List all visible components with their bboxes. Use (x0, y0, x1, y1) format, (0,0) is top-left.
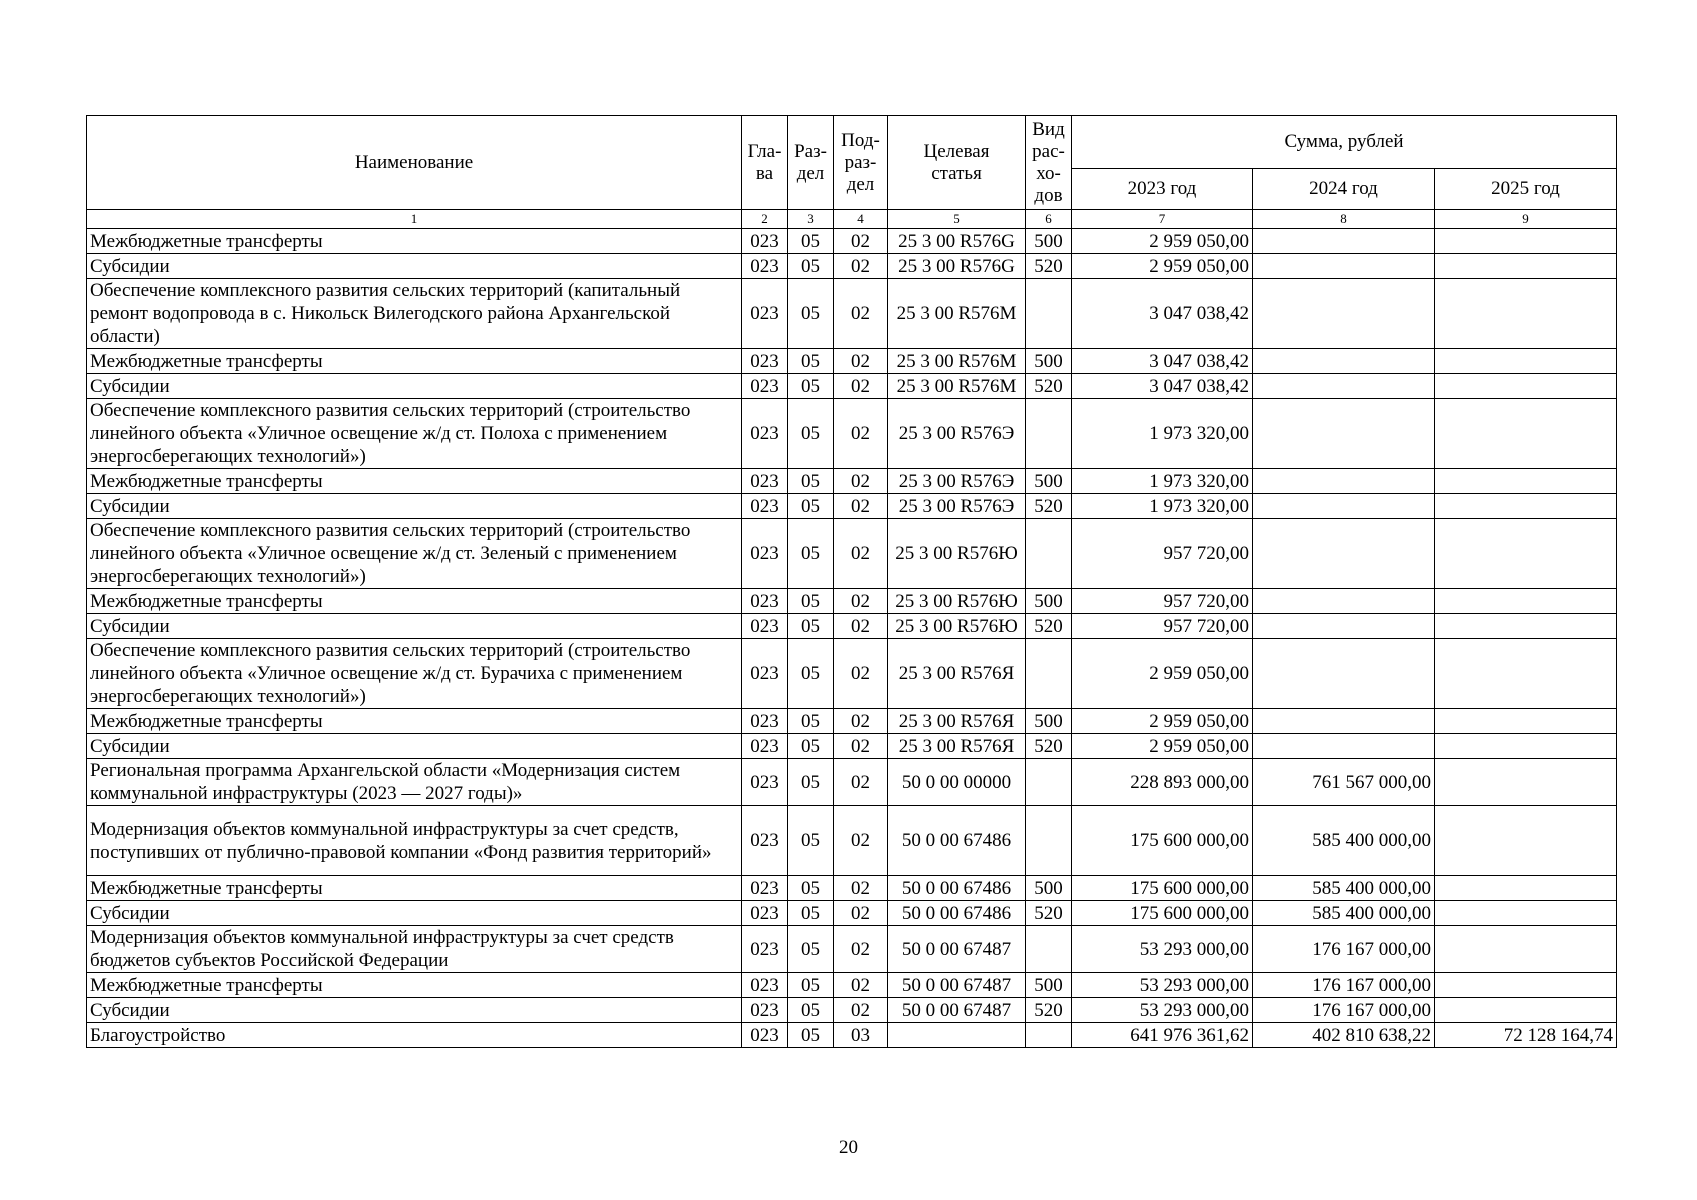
cell-vid-rashodov: 520 (1026, 998, 1072, 1023)
cell-sum-2023: 2 959 050,00 (1072, 229, 1253, 254)
cell-razdel: 05 (788, 998, 834, 1023)
cell-celevaya-statya: 50 0 00 67487 (888, 998, 1026, 1023)
cell-celevaya-statya: 25 3 00 R576Я (888, 709, 1026, 734)
cell-vid-rashodov: 500 (1026, 709, 1072, 734)
cell-name: Субсидии (87, 614, 742, 639)
cell-glava: 023 (742, 279, 788, 349)
budget-table-container (86, 115, 1616, 1048)
cell-sum-2025 (1435, 759, 1617, 806)
table-row (87, 926, 1617, 973)
cell-sum-2025 (1435, 806, 1617, 876)
header-vid-rashodov: Вид рас- хо- дов (1026, 116, 1072, 210)
cell-vid-rashodov: 520 (1026, 734, 1072, 759)
cell-podrazdel: 02 (834, 279, 888, 349)
cell-podrazdel: 02 (834, 229, 888, 254)
cell-sum-2023: 53 293 000,00 (1072, 998, 1253, 1023)
cell-sum-2023: 175 600 000,00 (1072, 876, 1253, 901)
cell-celevaya-statya: 25 3 00 R576Э (888, 494, 1026, 519)
cell-sum-2023: 641 976 361,62 (1072, 1023, 1253, 1048)
cell-celevaya-statya: 25 3 00 R576M (888, 374, 1026, 399)
cell-glava: 023 (742, 374, 788, 399)
header-podrazdel: Под- раз- дел (834, 116, 888, 210)
cell-sum-2024 (1253, 279, 1435, 349)
cell-razdel: 05 (788, 806, 834, 876)
cell-celevaya-statya: 50 0 00 67486 (888, 876, 1026, 901)
cell-glava: 023 (742, 759, 788, 806)
cell-podrazdel: 02 (834, 399, 888, 469)
cell-name: Межбюджетные трансферты (87, 973, 742, 998)
header-name: Наименование (87, 116, 742, 210)
cell-sum-2023: 3 047 038,42 (1072, 374, 1253, 399)
cell-sum-2023: 53 293 000,00 (1072, 926, 1253, 973)
cell-celevaya-statya: 25 3 00 R576Я (888, 734, 1026, 759)
table-row (87, 469, 1617, 494)
column-numbers-row (87, 210, 1617, 229)
cell-sum-2025 (1435, 876, 1617, 901)
cell-podrazdel: 02 (834, 589, 888, 614)
cell-sum-2025 (1435, 734, 1617, 759)
table-row (87, 494, 1617, 519)
cell-sum-2024: 585 400 000,00 (1253, 876, 1435, 901)
table-body (87, 229, 1617, 1048)
cell-vid-rashodov (1026, 759, 1072, 806)
cell-razdel: 05 (788, 734, 834, 759)
page-number: 20 (839, 1137, 858, 1158)
cell-glava: 023 (742, 469, 788, 494)
cell-name: Субсидии (87, 734, 742, 759)
cell-sum-2023: 53 293 000,00 (1072, 973, 1253, 998)
cell-celevaya-statya: 25 3 00 R576Я (888, 639, 1026, 709)
cell-name: Обеспечение комплексного развития сельских территорий (строительство линейного объекта «Уличное освещение ж/д ст. Полоха с применением энергосберегающих технологий») (87, 399, 742, 469)
cell-vid-rashodov: 500 (1026, 349, 1072, 374)
cell-razdel: 05 (788, 876, 834, 901)
cell-podrazdel: 02 (834, 494, 888, 519)
cell-razdel: 05 (788, 254, 834, 279)
cell-glava: 023 (742, 614, 788, 639)
cell-name: Межбюджетные трансферты (87, 229, 742, 254)
cell-razdel: 05 (788, 399, 834, 469)
cell-podrazdel: 02 (834, 901, 888, 926)
table-row (87, 589, 1617, 614)
cell-name: Благоустройство (87, 1023, 742, 1048)
cell-celevaya-statya: 25 3 00 R576M (888, 349, 1026, 374)
cell-glava: 023 (742, 589, 788, 614)
cell-vid-rashodov: 500 (1026, 973, 1072, 998)
cell-glava: 023 (742, 229, 788, 254)
cell-celevaya-statya: 25 3 00 R576G (888, 254, 1026, 279)
cell-glava: 023 (742, 806, 788, 876)
cell-razdel: 05 (788, 973, 834, 998)
cell-podrazdel: 02 (834, 374, 888, 399)
cell-podrazdel: 02 (834, 614, 888, 639)
cell-sum-2025 (1435, 279, 1617, 349)
cell-sum-2023: 957 720,00 (1072, 589, 1253, 614)
cell-sum-2024: 176 167 000,00 (1253, 926, 1435, 973)
cell-sum-2024 (1253, 469, 1435, 494)
cell-name: Субсидии (87, 998, 742, 1023)
cell-celevaya-statya: 25 3 00 R576Ю (888, 519, 1026, 589)
cell-sum-2025: 72 128 164,74 (1435, 1023, 1617, 1048)
cell-razdel: 05 (788, 901, 834, 926)
cell-podrazdel: 02 (834, 998, 888, 1023)
cell-sum-2025 (1435, 374, 1617, 399)
cell-name: Межбюджетные трансферты (87, 589, 742, 614)
cell-sum-2023: 1 973 320,00 (1072, 494, 1253, 519)
cell-celevaya-statya: 25 3 00 R576Э (888, 469, 1026, 494)
cell-sum-2023: 2 959 050,00 (1072, 709, 1253, 734)
cell-vid-rashodov: 500 (1026, 229, 1072, 254)
table-row (87, 709, 1617, 734)
cell-sum-2025 (1435, 519, 1617, 589)
cell-sum-2023: 957 720,00 (1072, 614, 1253, 639)
cell-vid-rashodov: 500 (1026, 469, 1072, 494)
cell-sum-2024 (1253, 639, 1435, 709)
cell-sum-2023: 957 720,00 (1072, 519, 1253, 589)
cell-sum-2025 (1435, 973, 1617, 998)
cell-vid-rashodov (1026, 639, 1072, 709)
cell-celevaya-statya: 50 0 00 67487 (888, 926, 1026, 973)
cell-glava: 023 (742, 734, 788, 759)
cell-celevaya-statya: 25 3 00 R576Ю (888, 589, 1026, 614)
cell-vid-rashodov (1026, 926, 1072, 973)
cell-celevaya-statya: 25 3 00 R576Э (888, 399, 1026, 469)
cell-sum-2024 (1253, 229, 1435, 254)
header-celevaya-statya: Целевая статья (888, 116, 1026, 210)
cell-vid-rashodov: 500 (1026, 589, 1072, 614)
cell-sum-2025 (1435, 469, 1617, 494)
cell-name: Межбюджетные трансферты (87, 709, 742, 734)
cell-sum-2023: 175 600 000,00 (1072, 806, 1253, 876)
cell-razdel: 05 (788, 229, 834, 254)
cell-sum-2024 (1253, 614, 1435, 639)
cell-vid-rashodov (1026, 279, 1072, 349)
cell-razdel: 05 (788, 589, 834, 614)
cell-celevaya-statya: 50 0 00 67486 (888, 901, 1026, 926)
cell-sum-2023: 1 973 320,00 (1072, 399, 1253, 469)
cell-sum-2024: 585 400 000,00 (1253, 901, 1435, 926)
cell-sum-2024 (1253, 349, 1435, 374)
cell-sum-2025 (1435, 926, 1617, 973)
cell-sum-2025 (1435, 901, 1617, 926)
cell-glava: 023 (742, 254, 788, 279)
cell-name: Межбюджетные трансферты (87, 349, 742, 374)
cell-sum-2023: 3 047 038,42 (1072, 279, 1253, 349)
cell-vid-rashodov: 500 (1026, 876, 1072, 901)
cell-razdel: 05 (788, 494, 834, 519)
cell-sum-2024 (1253, 709, 1435, 734)
cell-vid-rashodov (1026, 806, 1072, 876)
column-number: 7 (1072, 210, 1253, 229)
cell-sum-2024 (1253, 589, 1435, 614)
cell-razdel: 05 (788, 469, 834, 494)
cell-sum-2024: 176 167 000,00 (1253, 973, 1435, 998)
cell-sum-2025 (1435, 399, 1617, 469)
cell-name: Модернизация объектов коммунальной инфраструктуры за счет средств бюджетов субъектов Российской Федерации (87, 926, 742, 973)
cell-celevaya-statya: 50 0 00 67487 (888, 973, 1026, 998)
cell-vid-rashodov: 520 (1026, 374, 1072, 399)
table-row (87, 279, 1617, 349)
column-number: 3 (788, 210, 834, 229)
cell-podrazdel: 03 (834, 1023, 888, 1048)
cell-razdel: 05 (788, 279, 834, 349)
cell-sum-2023: 2 959 050,00 (1072, 254, 1253, 279)
cell-glava: 023 (742, 1023, 788, 1048)
cell-razdel: 05 (788, 926, 834, 973)
cell-celevaya-statya: 50 0 00 67486 (888, 806, 1026, 876)
cell-vid-rashodov: 520 (1026, 254, 1072, 279)
cell-glava: 023 (742, 709, 788, 734)
cell-razdel: 05 (788, 614, 834, 639)
cell-podrazdel: 02 (834, 734, 888, 759)
cell-glava: 023 (742, 876, 788, 901)
cell-glava: 023 (742, 901, 788, 926)
table-row (87, 806, 1617, 876)
cell-sum-2023: 1 973 320,00 (1072, 469, 1253, 494)
cell-podrazdel: 02 (834, 806, 888, 876)
table-row (87, 399, 1617, 469)
cell-glava: 023 (742, 973, 788, 998)
cell-glava: 023 (742, 399, 788, 469)
header-year-2023: 2023 год (1072, 169, 1253, 210)
table-row (87, 639, 1617, 709)
cell-sum-2023: 175 600 000,00 (1072, 901, 1253, 926)
cell-sum-2025 (1435, 349, 1617, 374)
cell-razdel: 05 (788, 519, 834, 589)
cell-podrazdel: 02 (834, 519, 888, 589)
column-number: 8 (1253, 210, 1435, 229)
cell-name: Межбюджетные трансферты (87, 469, 742, 494)
header-summa: Сумма, рублей (1072, 116, 1617, 169)
cell-podrazdel: 02 (834, 709, 888, 734)
cell-sum-2025 (1435, 589, 1617, 614)
cell-sum-2025 (1435, 229, 1617, 254)
table-row (87, 759, 1617, 806)
table-row (87, 901, 1617, 926)
cell-sum-2024 (1253, 374, 1435, 399)
cell-sum-2025 (1435, 614, 1617, 639)
cell-razdel: 05 (788, 759, 834, 806)
cell-glava: 023 (742, 926, 788, 973)
cell-razdel: 05 (788, 349, 834, 374)
table-row (87, 876, 1617, 901)
cell-glava: 023 (742, 639, 788, 709)
budget-table (86, 115, 1617, 1048)
column-number: 9 (1435, 210, 1617, 229)
table-row (87, 229, 1617, 254)
column-number: 2 (742, 210, 788, 229)
table-row (87, 998, 1617, 1023)
cell-celevaya-statya: 25 3 00 R576Ю (888, 614, 1026, 639)
cell-name: Субсидии (87, 374, 742, 399)
cell-name: Обеспечение комплексного развития сельских территорий (капитальный ремонт водопровода в с. Никольск Вилегодского района Архангельской области) (87, 279, 742, 349)
column-number: 1 (87, 210, 742, 229)
table-row (87, 973, 1617, 998)
table-row (87, 254, 1617, 279)
cell-vid-rashodov: 520 (1026, 494, 1072, 519)
cell-sum-2024 (1253, 399, 1435, 469)
cell-name: Межбюджетные трансферты (87, 876, 742, 901)
cell-vid-rashodov (1026, 399, 1072, 469)
cell-name: Региональная программа Архангельской области «Модернизация систем коммунальной инфраструктуры (2023 — 2027 годы)» (87, 759, 742, 806)
cell-sum-2025 (1435, 254, 1617, 279)
cell-sum-2023: 2 959 050,00 (1072, 639, 1253, 709)
cell-name: Обеспечение комплексного развития сельских территорий (строительство линейного объекта «Уличное освещение ж/д ст. Зеленый с применением энергосберегающих технологий») (87, 519, 742, 589)
cell-sum-2024 (1253, 519, 1435, 589)
cell-sum-2024: 176 167 000,00 (1253, 998, 1435, 1023)
cell-vid-rashodov (1026, 1023, 1072, 1048)
cell-sum-2024 (1253, 494, 1435, 519)
cell-glava: 023 (742, 349, 788, 374)
cell-vid-rashodov (1026, 519, 1072, 589)
cell-podrazdel: 02 (834, 469, 888, 494)
cell-podrazdel: 02 (834, 876, 888, 901)
cell-name: Обеспечение комплексного развития сельских территорий (строительство линейного объекта «Уличное освещение ж/д ст. Бурачиха с применением энергосберегающих технологий») (87, 639, 742, 709)
cell-glava: 023 (742, 519, 788, 589)
cell-vid-rashodov: 520 (1026, 901, 1072, 926)
cell-celevaya-statya (888, 1023, 1026, 1048)
cell-razdel: 05 (788, 374, 834, 399)
cell-celevaya-statya: 25 3 00 R576M (888, 279, 1026, 349)
cell-sum-2025 (1435, 639, 1617, 709)
cell-sum-2024: 402 810 638,22 (1253, 1023, 1435, 1048)
table-row (87, 349, 1617, 374)
cell-glava: 023 (742, 998, 788, 1023)
cell-podrazdel: 02 (834, 926, 888, 973)
cell-podrazdel: 02 (834, 639, 888, 709)
cell-glava: 023 (742, 494, 788, 519)
cell-name: Субсидии (87, 494, 742, 519)
cell-razdel: 05 (788, 1023, 834, 1048)
header-year-2024: 2024 год (1253, 169, 1435, 210)
table-row (87, 374, 1617, 399)
cell-sum-2023: 2 959 050,00 (1072, 734, 1253, 759)
cell-razdel: 05 (788, 709, 834, 734)
cell-sum-2024 (1253, 254, 1435, 279)
cell-sum-2025 (1435, 494, 1617, 519)
cell-sum-2024: 761 567 000,00 (1253, 759, 1435, 806)
header-year-2025: 2025 год (1435, 169, 1617, 210)
header-razdel: Раз- дел (788, 116, 834, 210)
table-row (87, 734, 1617, 759)
table-row (87, 519, 1617, 589)
cell-podrazdel: 02 (834, 349, 888, 374)
column-number: 6 (1026, 210, 1072, 229)
cell-vid-rashodov: 520 (1026, 614, 1072, 639)
cell-sum-2024: 585 400 000,00 (1253, 806, 1435, 876)
header-glava: Гла- ва (742, 116, 788, 210)
cell-name: Субсидии (87, 901, 742, 926)
cell-name: Субсидии (87, 254, 742, 279)
table-row (87, 1023, 1617, 1048)
cell-podrazdel: 02 (834, 254, 888, 279)
cell-podrazdel: 02 (834, 973, 888, 998)
cell-razdel: 05 (788, 639, 834, 709)
cell-name: Модернизация объектов коммунальной инфраструктуры за счет средств, поступивших от публично-правовой компании «Фонд развития территорий» (87, 806, 742, 876)
cell-sum-2025 (1435, 998, 1617, 1023)
cell-podrazdel: 02 (834, 759, 888, 806)
cell-celevaya-statya: 25 3 00 R576G (888, 229, 1026, 254)
table-row (87, 614, 1617, 639)
column-number: 4 (834, 210, 888, 229)
column-number: 5 (888, 210, 1026, 229)
cell-sum-2025 (1435, 709, 1617, 734)
cell-sum-2023: 228 893 000,00 (1072, 759, 1253, 806)
cell-sum-2023: 3 047 038,42 (1072, 349, 1253, 374)
cell-sum-2024 (1253, 734, 1435, 759)
cell-celevaya-statya: 50 0 00 00000 (888, 759, 1026, 806)
